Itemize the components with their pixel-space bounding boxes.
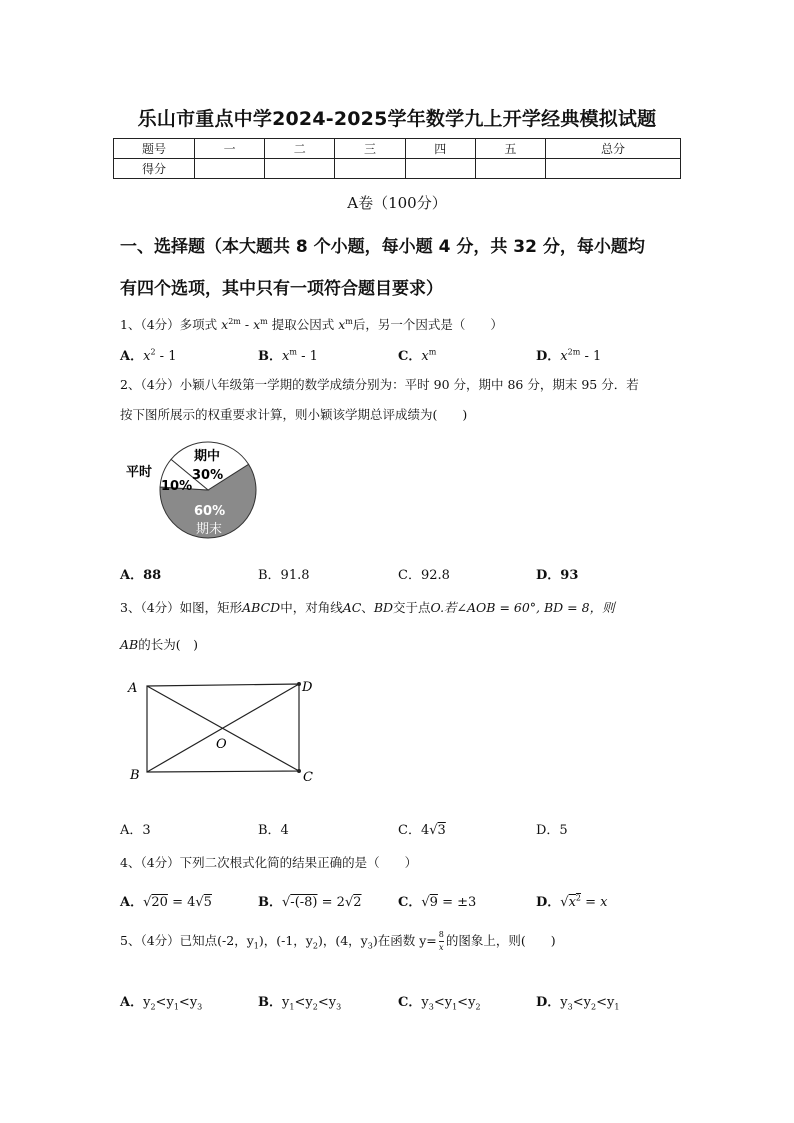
score-input-cell[interactable] [546, 159, 681, 179]
q5-option-a[interactable]: A．$y_2<y_1<y_3$ [120, 995, 203, 1012]
page-title: 乐山市重点中学2024-2025学年数学九上开学经典模拟试题 [137, 108, 657, 130]
table-cell: 一 [195, 139, 265, 159]
rectangle-figure [124, 674, 324, 788]
question-3-line2: AB的长为( ) [120, 637, 198, 652]
question-2-line2: 按下图所展示的权重要求计算，则小颖该学期总评成绩为( ) [120, 407, 468, 422]
q1-option-b[interactable]: B．$x^m - 1$ [258, 347, 318, 364]
question-4: 4、（4分）下列二次根式化简的结果正确的是（ ） [120, 855, 418, 870]
table-cell: 总分 [546, 139, 681, 159]
point-c [297, 769, 301, 773]
pie-pct-pingshi: 10% [161, 479, 193, 494]
q4-option-d[interactable]: D．$√x^2 = x$ [536, 893, 608, 910]
point-d [297, 682, 301, 686]
table-cell: 题号 [114, 139, 195, 159]
q2-option-b[interactable]: B．91.8 [258, 568, 310, 583]
pie-label-pingshi: 平时 [126, 465, 153, 480]
q5-option-c[interactable]: C．$y_3<y_1<y_2$ [398, 995, 481, 1012]
question-3-line1: 3、（4分）如图，矩形ABCD中，对角线AC、BD交于点O.若∠AOB = 60°, BD = 8，则 [120, 600, 615, 615]
q4-option-a[interactable]: A．√20 = 4√5 [120, 895, 212, 910]
q3-option-b[interactable]: B．4 [258, 823, 289, 838]
pie-pct-qizhong: 30% [192, 468, 224, 483]
q1-option-c[interactable]: C．$x^m$ [398, 347, 437, 364]
section-title: A卷（100分） [347, 194, 447, 212]
q2-option-a[interactable]: A．88 [120, 568, 162, 583]
q4-option-c[interactable]: C．√9 = ±3 [398, 895, 477, 910]
question-1: 1、（4分）多项式 $x^{2m} - x^m$ 提取公因式 $x^m$后，另一个因式是（ ） [120, 317, 503, 333]
part-heading-line1: 一、选择题（本大题共 8 个小题，每小题 4 分，共 32 分，每小题均 [120, 237, 645, 257]
score-input-cell[interactable] [195, 159, 265, 179]
table-cell: 四 [405, 139, 475, 159]
q3-option-c[interactable]: C．4√3 [398, 823, 446, 838]
table-cell: 二 [265, 139, 335, 159]
q3-option-a[interactable]: A．3 [120, 823, 151, 838]
score-input-cell[interactable] [265, 159, 335, 179]
label-a: A [128, 681, 138, 696]
pie-label-qimo: 期末 [196, 522, 223, 537]
q3-option-d[interactable]: D．5 [536, 823, 568, 838]
q5-option-d[interactable]: D．$y_3<y_2<y_1$ [536, 995, 620, 1012]
label-d: D [302, 680, 313, 695]
q4-option-b[interactable]: B．√-(-8) = 2√2 [258, 895, 362, 910]
label-c: C [303, 770, 313, 785]
score-table-header-row [114, 139, 681, 159]
label-b: B [130, 768, 140, 783]
question-5: 5、（4分）已知点(-2，$y_1$)，(-1，$y_2$)，(4，$y_3$)在函数 y= $\frac{8}{x}$ 的图象上，则( ) [120, 930, 556, 952]
pie-label-qizhong: 期中 [194, 449, 221, 464]
q5-option-b[interactable]: B．$y_1<y_2<y_3$ [258, 995, 342, 1012]
score-input-cell[interactable] [405, 159, 475, 179]
table-cell: 五 [475, 139, 545, 159]
table-cell: 得分 [114, 159, 195, 179]
weight-pie-chart [118, 440, 268, 545]
score-table-row [114, 159, 681, 179]
score-input-cell[interactable] [475, 159, 545, 179]
table-cell: 三 [335, 139, 405, 159]
pie-pct-qimo: 60% [194, 504, 226, 519]
part-heading-line2: 有四个选项，其中只有一项符合题目要求） [120, 279, 443, 299]
label-o: O [216, 737, 227, 752]
score-table [113, 138, 681, 179]
q1-option-a[interactable]: A．$x^2 - 1$ [120, 347, 177, 364]
score-input-cell[interactable] [335, 159, 405, 179]
question-2-line1: 2、（4分）小颖八年级第一学期的数学成绩分别为：平时 90 分，期中 86 分，期末 95 分．若 [120, 377, 639, 392]
q1-option-d[interactable]: D．$x^{2m} - 1$ [536, 347, 602, 364]
q2-option-c[interactable]: C．92.8 [398, 568, 450, 583]
q2-option-d[interactable]: D．93 [536, 568, 579, 583]
